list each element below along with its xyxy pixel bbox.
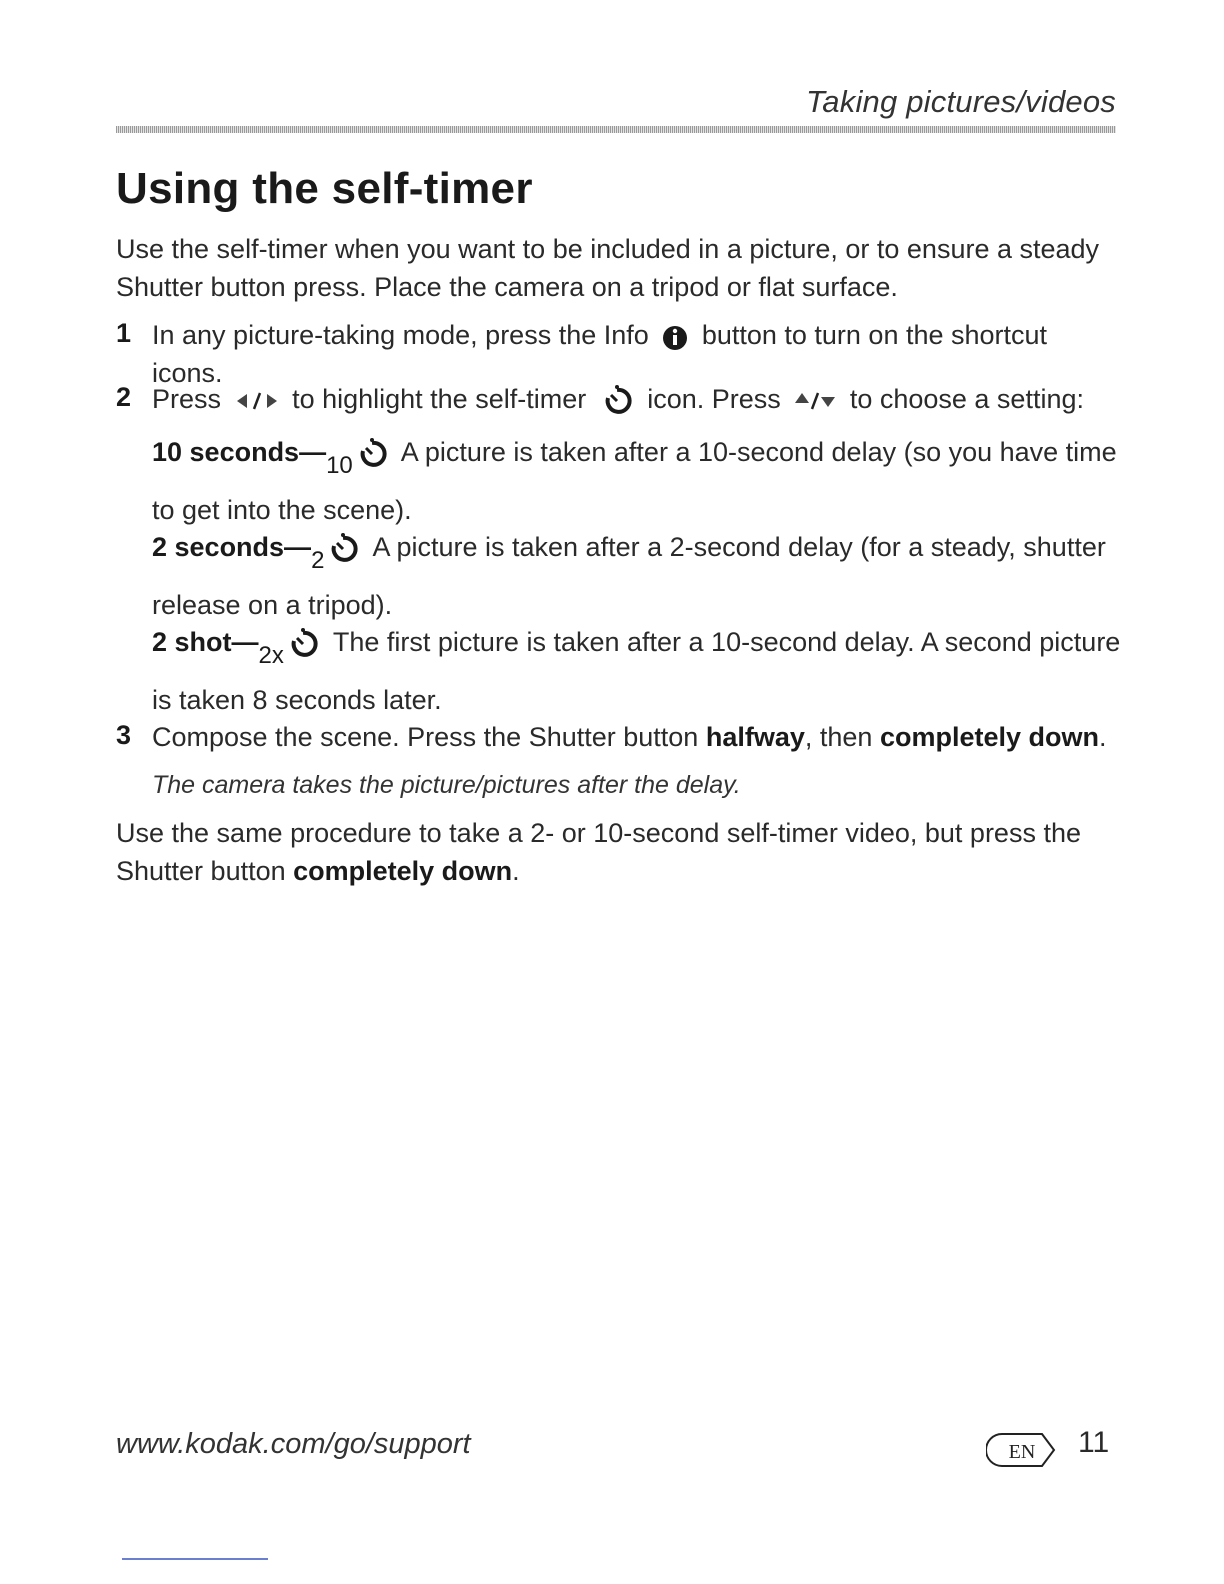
info-icon — [662, 322, 688, 352]
left-right-arrows-icon — [235, 389, 279, 413]
emphasis-halfway: halfway — [705, 722, 805, 752]
emphasis-completely-down: completely down — [293, 856, 513, 886]
option-text: A picture is taken after a 10-second delay (so you have time to get into the scene). — [152, 437, 1117, 525]
option-text: A picture is taken after a 2-second delay (for a steady, shutter release on a tripod). — [152, 532, 1106, 620]
language-code: EN — [1008, 1441, 1036, 1463]
step-3-result-note: The camera takes the picture/pictures after the delay. — [152, 771, 741, 799]
option-label: 2 seconds— — [152, 532, 312, 562]
closing-end: . — [512, 856, 520, 886]
step-number: 3 — [116, 720, 132, 750]
icon-subscript: 10 — [326, 452, 353, 479]
self-timer-icon — [286, 627, 320, 661]
icon-subscript: 2 — [311, 547, 325, 574]
header-rule — [116, 126, 1116, 133]
intro-paragraph: Use the self-timer when you want to be included in a picture, or to ensure a steady Shutter button press. Place the camera on a tripod or flat surface. — [116, 234, 1100, 302]
support-url: www.kodak.com/go/support — [116, 1428, 471, 1460]
bottom-rule — [122, 1558, 268, 1560]
page-title: Using the self-timer — [116, 164, 533, 213]
step-text: Compose the scene. Press the Shutter button — [152, 722, 706, 752]
step-text: In any picture-taking mode, press the Info — [152, 320, 649, 350]
step-text: to choose a setting: — [849, 384, 1084, 414]
option-2-seconds — [152, 525, 1124, 627]
option-10-seconds — [152, 430, 1124, 532]
step-text: icon. Press — [647, 384, 781, 414]
step-text: button to turn on the shortcut icons. — [152, 320, 1048, 388]
page-number: 11 — [1078, 1426, 1110, 1459]
step-text: . — [1098, 722, 1107, 752]
up-down-arrows-icon — [794, 389, 836, 413]
step-3 — [152, 718, 1124, 756]
option-text: The first picture is taken after a 10-second delay. A second picture is taken 8 seconds later. — [152, 627, 1121, 715]
emphasis-completely-down: completely down — [879, 722, 1099, 752]
closing-text: Use the same procedure to take a 2- or 10-second self-timer video, but press the Shutter button — [116, 818, 1081, 886]
self-timer-icon — [326, 532, 360, 566]
step-number: 2 — [116, 382, 132, 412]
self-timer-icon — [600, 384, 634, 418]
option-label: 2 shot— — [152, 627, 259, 657]
step-number: 1 — [116, 318, 132, 348]
closing-paragraph — [116, 814, 1106, 890]
option-label: 10 seconds— — [152, 437, 327, 467]
step-text: to highlight the self-timer — [292, 384, 587, 414]
step-text: , then — [804, 722, 880, 752]
section-title: Taking pictures/videos — [806, 84, 1116, 119]
step-2 — [152, 380, 1124, 418]
option-2-shot — [152, 620, 1124, 722]
step-text: Press — [152, 384, 222, 414]
icon-subscript: 2x — [258, 642, 284, 669]
language-badge-icon — [986, 1430, 1058, 1470]
self-timer-icon — [355, 437, 389, 471]
